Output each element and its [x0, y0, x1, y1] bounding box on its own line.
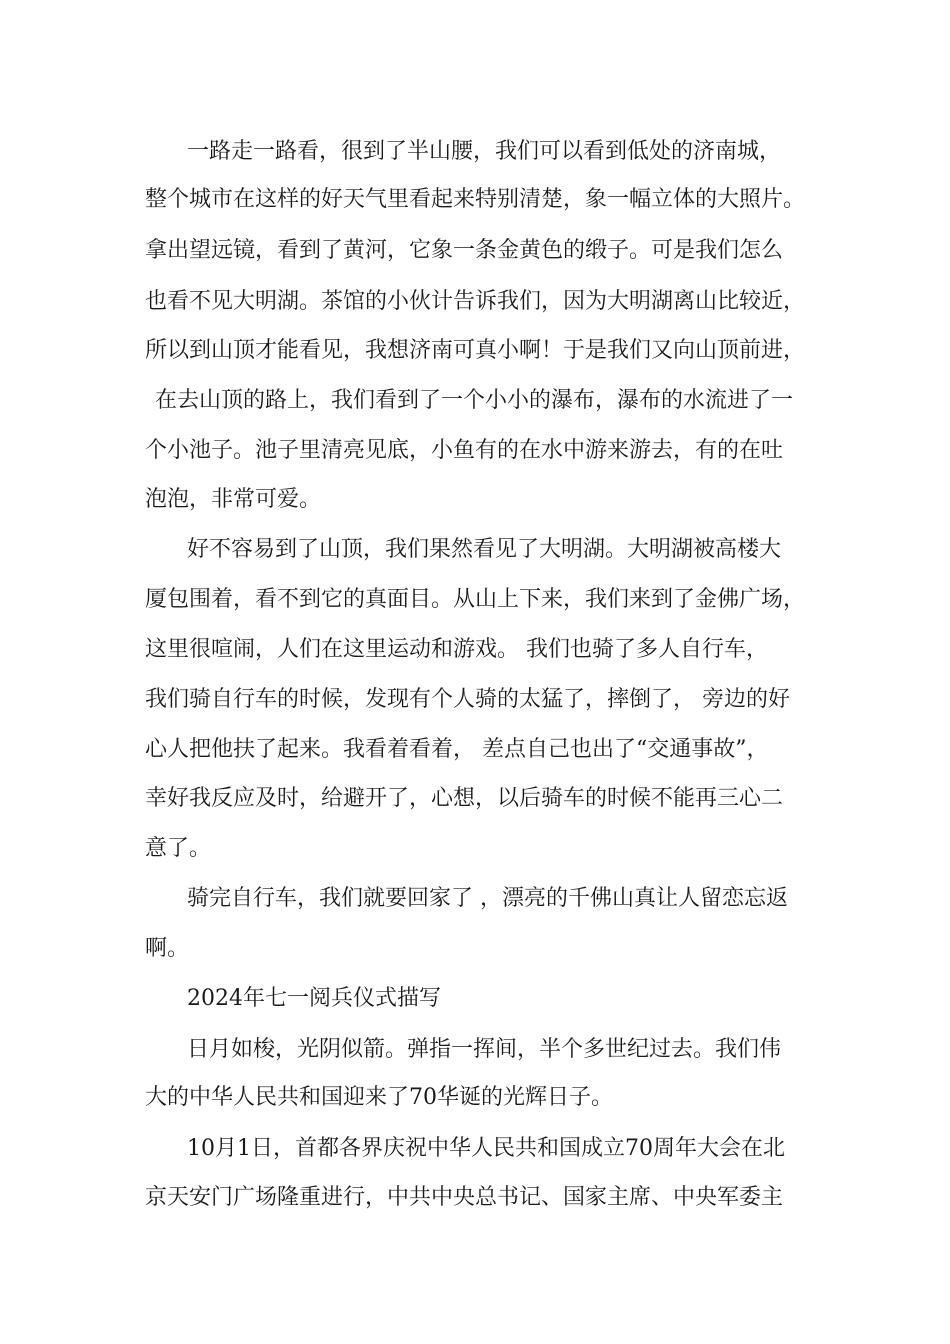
section-heading: 2024年七一阅兵仪式描写 [187, 986, 441, 1011]
text-line: 在去山顶的路上，我们看到了一个小小的瀑布，瀑布的水流进了一 [155, 388, 794, 413]
text-line: 泡泡，非常可爱。 [145, 487, 322, 512]
text-line: 啊。 [145, 936, 190, 961]
text-line: 10月1日，首都各界庆祝中华人民共和国成立70周年大会在北 [187, 1136, 785, 1161]
text-line: 个小池子。池子里清亮见底，小鱼有的在水中游来游去，有的在吐 [145, 438, 784, 463]
text-line: 厦包围着，看不到它的真面目。从山上下来，我们来到了金佛广场， [145, 587, 806, 612]
text-line: 心人把他扶了起来。我看着看着， 差点自己也出了“交通事故”， [145, 737, 769, 762]
text-line: 骑完自行车，我们就要回家了 ，漂亮的千佛山真让人留恋忘返 [187, 886, 788, 911]
text-line: 所以到山顶才能看见，我想济南可真小啊！于是我们又向山顶前进， [145, 338, 806, 363]
text-line: 幸好我反应及时，给避开了，心想，以后骑车的时候不能再三心二 [145, 786, 784, 811]
text-line: 好不容易到了山顶，我们果然看见了大明湖。大明湖被高楼大 [187, 537, 782, 562]
text-line: 意了。 [145, 836, 212, 861]
text-line: 这里很喧闹，人们在这里运动和游戏。 我们也骑了多人自行车， [145, 637, 768, 662]
text-line: 一路走一路看，很到了半山腰，我们可以看到低处的济南城， [187, 139, 782, 164]
text-line: 京天安门广场隆重进行，中共中央总书记、国家主席、中央军委主 [145, 1185, 784, 1210]
text-line: 整个城市在这样的好天气里看起来特别清楚，象一幅立体的大照片。 [145, 187, 806, 212]
text-line: 日月如梭，光阴似箭。弹指一挥间，半个多世纪过去。我们伟 [187, 1037, 782, 1062]
text-line: 拿出望远镜，看到了黄河，它象一条金黄色的缎子。可是我们怎么 [145, 238, 784, 263]
text-line: 我们骑自行车的时候，发现有个人骑的太猛了，摔倒了， 旁边的好 [145, 687, 790, 712]
text-line: 大的中华人民共和国迎来了70华诞的光辉日子。 [145, 1085, 613, 1110]
text-line: 也看不见大明湖。茶馆的小伙计告诉我们，因为大明湖离山比较近， [145, 289, 806, 314]
